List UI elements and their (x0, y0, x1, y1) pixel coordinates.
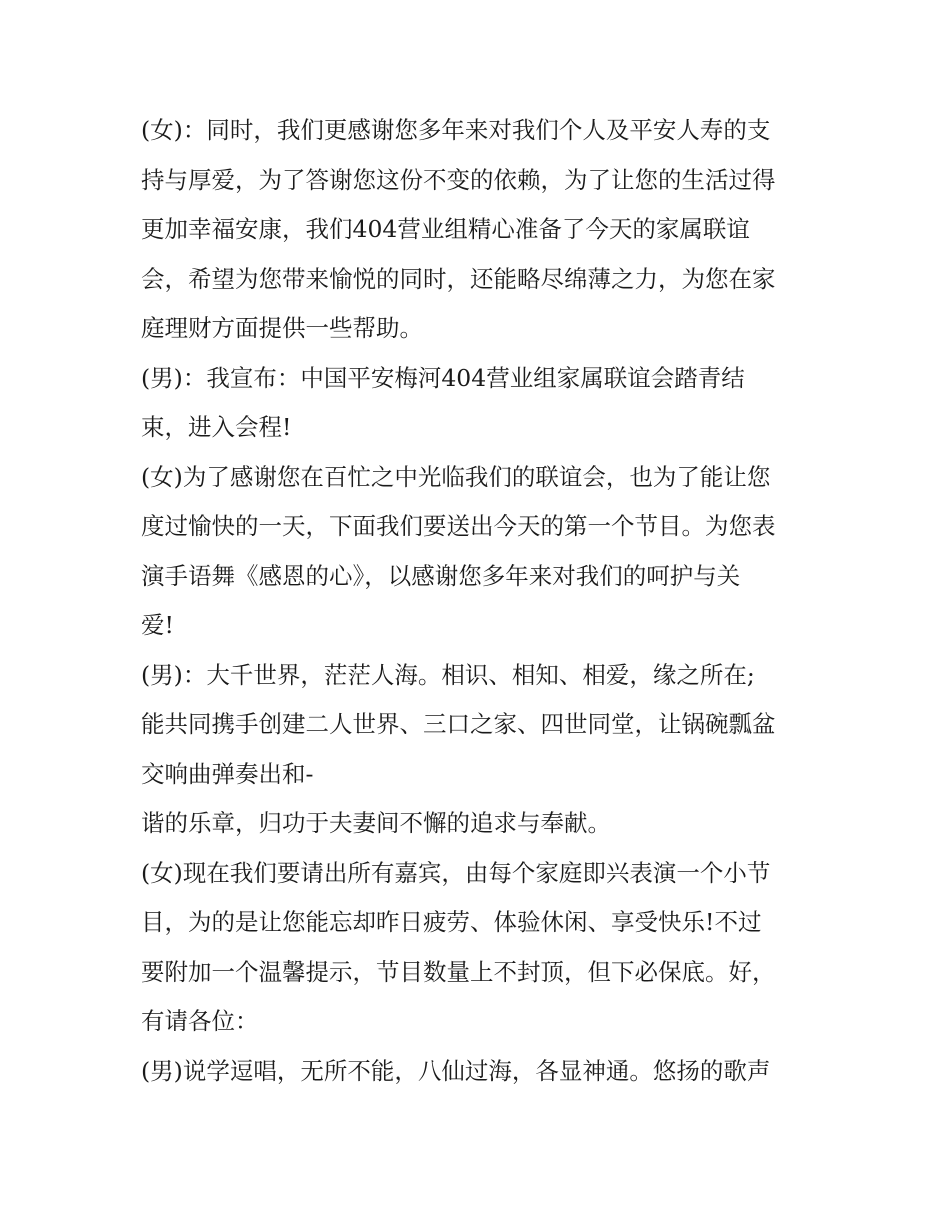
text-line: 能共同携手创建二人世界、三口之家、四世同堂，让锅碗瓢盆 (141, 710, 776, 738)
text-line: (男)说学逗唱，无所不能，八仙过海，各显神通。悠扬的歌声 (141, 1057, 771, 1085)
text-line: 更加幸福安康，我们404营业组精心准备了今天的家属联谊 (141, 215, 750, 243)
text-line: (女)现在我们要请出所有嘉宾，由每个家庭即兴表演一个小节 (141, 859, 771, 887)
text-line: 目，为的是让您能忘却昨日疲劳、体验休闲、享受快乐!不过 (141, 908, 762, 936)
text-line: 爱! (141, 611, 174, 639)
text-line: 交响曲弹奏出和- (141, 760, 314, 788)
text-line: 要附加一个温馨提示，节目数量上不封顶，但下必保底。好， (141, 958, 776, 986)
text-line: (女)：同时，我们更感谢您多年来对我们个人及平安人寿的支 (141, 116, 771, 144)
text-line: (男)：大千世界，茫茫人海。相识、相知、相爱，缘之所在; (141, 661, 755, 689)
text-line: 会，希望为您带来愉悦的同时，还能略尽绵薄之力，为您在家 (141, 265, 776, 293)
text-line: 束，进入会程! (141, 413, 292, 441)
text-line: (男)：我宣布：中国平安梅河404营业组家属联谊会踏青结 (141, 364, 745, 392)
text-line: 演手语舞《感恩的心》，以感谢您多年来对我们的呵护与关 (141, 562, 741, 590)
text-line: 有请各位： (141, 1007, 259, 1035)
text-line: 度过愉快的一天，下面我们要送出今天的第一个节目。为您表 (141, 512, 776, 540)
text-line: (女)为了感谢您在百忙之中光临我们的联谊会，也为了能让您 (141, 463, 771, 491)
text-line: 持与厚爱，为了答谢您这份不变的依赖，为了让您的生活过得 (141, 166, 776, 194)
text-line: 谐的乐章，归功于夫妻间不懈的追求与奉献。 (141, 809, 611, 837)
text-line: 庭理财方面提供一些帮助。 (141, 314, 423, 342)
